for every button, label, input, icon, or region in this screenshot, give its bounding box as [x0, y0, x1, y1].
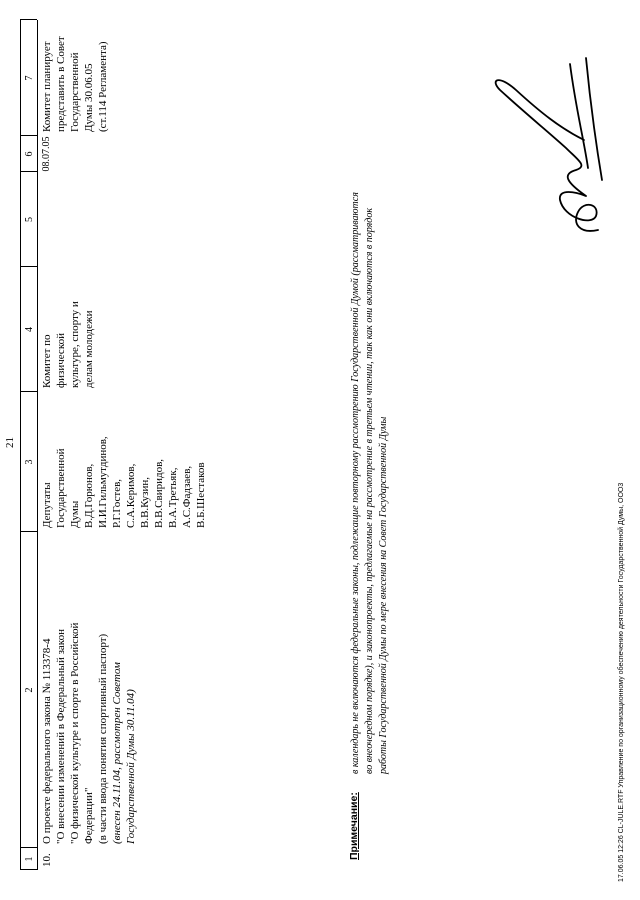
author-line: В.Б.Шестаков [195, 462, 207, 528]
bill-line: (в части ввода понятия спортивный паспорт) [97, 633, 109, 844]
author-line: И.И.Гильмутдинов, [97, 436, 109, 528]
author-line: С.А.Керимов, [125, 463, 137, 528]
plan-line: (ст.114 Регламента) [97, 41, 109, 132]
note-line: работы Государственной Думы по мере внесения на Совет Государственной Думы [378, 416, 389, 774]
note-line: в календарь не включаются федеральные законы, подлежащие повторному рассмотрению Государственной Думой (рассматриваются [350, 192, 361, 774]
footer-text: 17.06.05 12:26 CL-JULE.RTF Управление по организационному обеспечению деятельности Государственной Думы, ООО3 [618, 482, 625, 882]
bill-line: "О внесении изменений в Федеральный закон [55, 629, 67, 844]
column-header: 3 [24, 459, 35, 465]
responsible-committee [40, 268, 96, 388]
note-label: Примечание: [348, 792, 360, 860]
author-line: Депутаты [41, 482, 53, 528]
bill-line-italic: (внесен 24.11.04, рассмотрен Советом [111, 662, 123, 844]
committee-line: физической [55, 333, 67, 388]
author-line: Р.Г.Гостев, [111, 478, 123, 528]
table-header-border [37, 20, 38, 870]
table-top-border [20, 20, 21, 870]
column-header: 4 [24, 327, 35, 332]
author-line: Государственной [55, 448, 67, 528]
bill-line-italic: Государственной Думы 30.11.04) [125, 689, 137, 844]
bill-line: О проекте федерального закона № 113378-4 [41, 638, 53, 844]
bill-line: "О физической культуре и спорте в Российской [69, 622, 81, 844]
column-header: 5 [24, 217, 35, 222]
plan-line: представить в Совет [55, 36, 67, 132]
plan-line: Думы 30.06.05 [83, 63, 95, 132]
column-header: 7 [24, 75, 35, 81]
author-line: А.С.Фадзаев, [181, 465, 193, 528]
note-line: во внеочередном порядке), и законопроекты, предлагаемые на рассмотрение в третьем чтении, так как они включаются в порядок [364, 208, 375, 774]
bill-line: Федерации" [83, 787, 95, 844]
plan-line: Государственной [69, 52, 81, 132]
author-line: В.Д.Горюнов, [83, 463, 95, 528]
committee-line: Комитет по [41, 334, 53, 388]
handwritten-signature [480, 50, 610, 240]
review-date: 08.07.05 [41, 136, 52, 172]
column-header: 6 [24, 151, 35, 157]
plan-line: Комитет планирует [41, 41, 53, 132]
row-number: 10. [41, 853, 53, 867]
author-line: В.В.Кузин, [139, 476, 151, 528]
bill-description [40, 534, 138, 844]
column-header: 1 [24, 856, 35, 862]
author-line: В.А.Третьяк, [167, 467, 179, 528]
committee-line: делам молодежи [83, 310, 95, 388]
bill-authors [40, 394, 208, 528]
committee-line: культуре, спорту и [69, 301, 81, 388]
page-number: 21 [4, 437, 16, 448]
author-line: В.В.Свиридов, [153, 458, 165, 528]
note-text [349, 134, 391, 774]
committee-plan [40, 20, 110, 132]
author-line: Думы [69, 500, 81, 528]
column-header: 2 [24, 687, 35, 693]
